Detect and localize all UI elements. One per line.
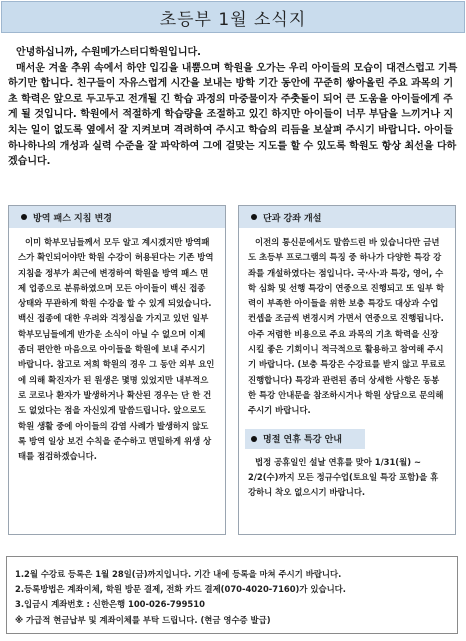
intro-greeting: 안녕하십니까, 수원메가스터디학원입니다. — [16, 47, 201, 58]
bullet-icon — [251, 436, 257, 442]
holiday-notice-text: 법정 공휴일인 설날 연휴를 맞아 1/31(월) ~ 2/2(수)까지 모든 정규수업(토요일 특강 포함)을 휴강하니 착오 없으시기 바랍니다. — [248, 456, 439, 498]
title-banner — [1, 1, 465, 33]
note-line: ※ 가급적 현금납부 및 계좌이체를 부탁 드립니다. (현금 영수증 발급) — [15, 614, 271, 625]
note-line: 2.등록방법은 계좌이체, 학원 방문 결제, 전화 카드 결제(070-4020-7160)가 있습니다. — [15, 584, 346, 595]
special-course-heading: 단과 강좌 개설 — [263, 213, 322, 224]
quarantine-pass-heading-bar — [9, 206, 225, 228]
special-course-heading-bar — [239, 206, 455, 228]
intro-section — [8, 45, 458, 170]
special-course-panel — [238, 205, 456, 535]
intro-body: 매서운 겨울 추위 속에서 하얀 입김을 내뿜으며 학원을 오가는 우리 아이들의 모습이 대견스럽고 기특하기만 합니다. 친구들이 자유스럽게 시간을 보내는 방학 기간 동안에 꾸준히 쌓아올린 주요 과목의 기초 학력은 앞으로 두고두고 전개될 긴 학습 과정의 마중물이자 주춧돌이 되어 큰 도움을 아이들에게 주게 될 것입니다. 학원에서 적절하게 학습량을 조절하고 있긴 하지만 아이들이 너무 부담을 느끼거나 지치는 일이 없도록 옆에서 잘 지켜보며 격려하여 주시고 학습의 리듬을 보살펴 주시기 바랍니다. 아이들 하나하나의 개성과 실력 수준을 잘 파악하여 그에 걸맞는 지도를 할 수 있도록 학원도 항상 최선을 다하겠습니다. — [8, 62, 458, 168]
holiday-notice-heading-bar — [245, 429, 365, 449]
quarantine-pass-heading: 방역 패스 지침 변경 — [33, 213, 112, 224]
bullet-icon — [251, 214, 257, 220]
note-line: 3.입금시 계좌번호 : 신한은행 100-026-799510 — [15, 599, 205, 610]
payment-notes-box — [6, 556, 458, 634]
page-title: 초등부 1월 소식지 — [159, 9, 307, 30]
bullet-icon — [21, 214, 27, 220]
holiday-notice-heading: 명절 연휴 특강 안내 — [263, 435, 342, 446]
note-line: 1.2월 수강료 등록은 1월 28일(금)까지입니다. 기간 내에 등록을 마쳐 주시기 바랍니다. — [15, 569, 342, 579]
quarantine-pass-text: 이미 학부모님들께서 모두 알고 계시겠지만 방역패스가 확인되어야만 학원 수강이 허용된다는 기존 방역 지침을 정부가 최근에 변경하여 학원을 방역 패스 면제 업종으로 분류하였으며 모든 아이들이 백신 접종 상태와 무관하게 학원 수강을 할 수 있게 되었습니다. 백신 접종에 대한 우려와 걱정심을 가지고 있던 일부 학부모님들에게 반가운 소식이 아닐 수 없으며 이제 좀더 편안한 마음으로 아이들을 학원에 보내 주시기 바랍니다. 참고로 저희 학원의 경우 그 동안 외부 요인에 의해 확진자가 된 원생은 몇명 있었지만 내부적으로 코로나 환자가 발생하거나 확산된 경우는 단 한 건도 없었다는 점을 자신있게 말씀드립니다. 앞으로도 학원 생활 중에 아이들의 감염 사례가 발생하지 않도록 방역 일상 보건 수칙을 준수하고 면밀하게 위생 상태를 점검하겠습니다. — [18, 237, 215, 462]
quarantine-pass-panel — [8, 205, 226, 535]
special-course-text: 이전의 통신문에서도 말씀드린 바 있습니다만 금년도 초등부 프로그램의 특징 중 하나가 다양한 특강 강좌를 개설하였다는 점입니다. 국·사·과 특강, 영어, 수학 심화 및 선행 특강이 연중으로 진행되고 또 일부 학력이 부족한 아이들을 위한 보충 특강도 대상과 수업 컨셉을 조금씩 변경시켜 가면서 연중으로 진행됩니다. 아주 저렴한 비용으로 주요 과목의 기초 학력을 신장시킬 좋은 기회이니 적극적으로 활용하고 참여해 주시기 바랍니다. (보충 특강은 수강료를 받지 않고 무료로 진행합니다) 특강과 관련된 좀더 상세한 사항은 동봉한 특강 안내문을 참조하시거나 학원 상담으로 문의해 주시기 바랍니다. — [248, 237, 446, 416]
